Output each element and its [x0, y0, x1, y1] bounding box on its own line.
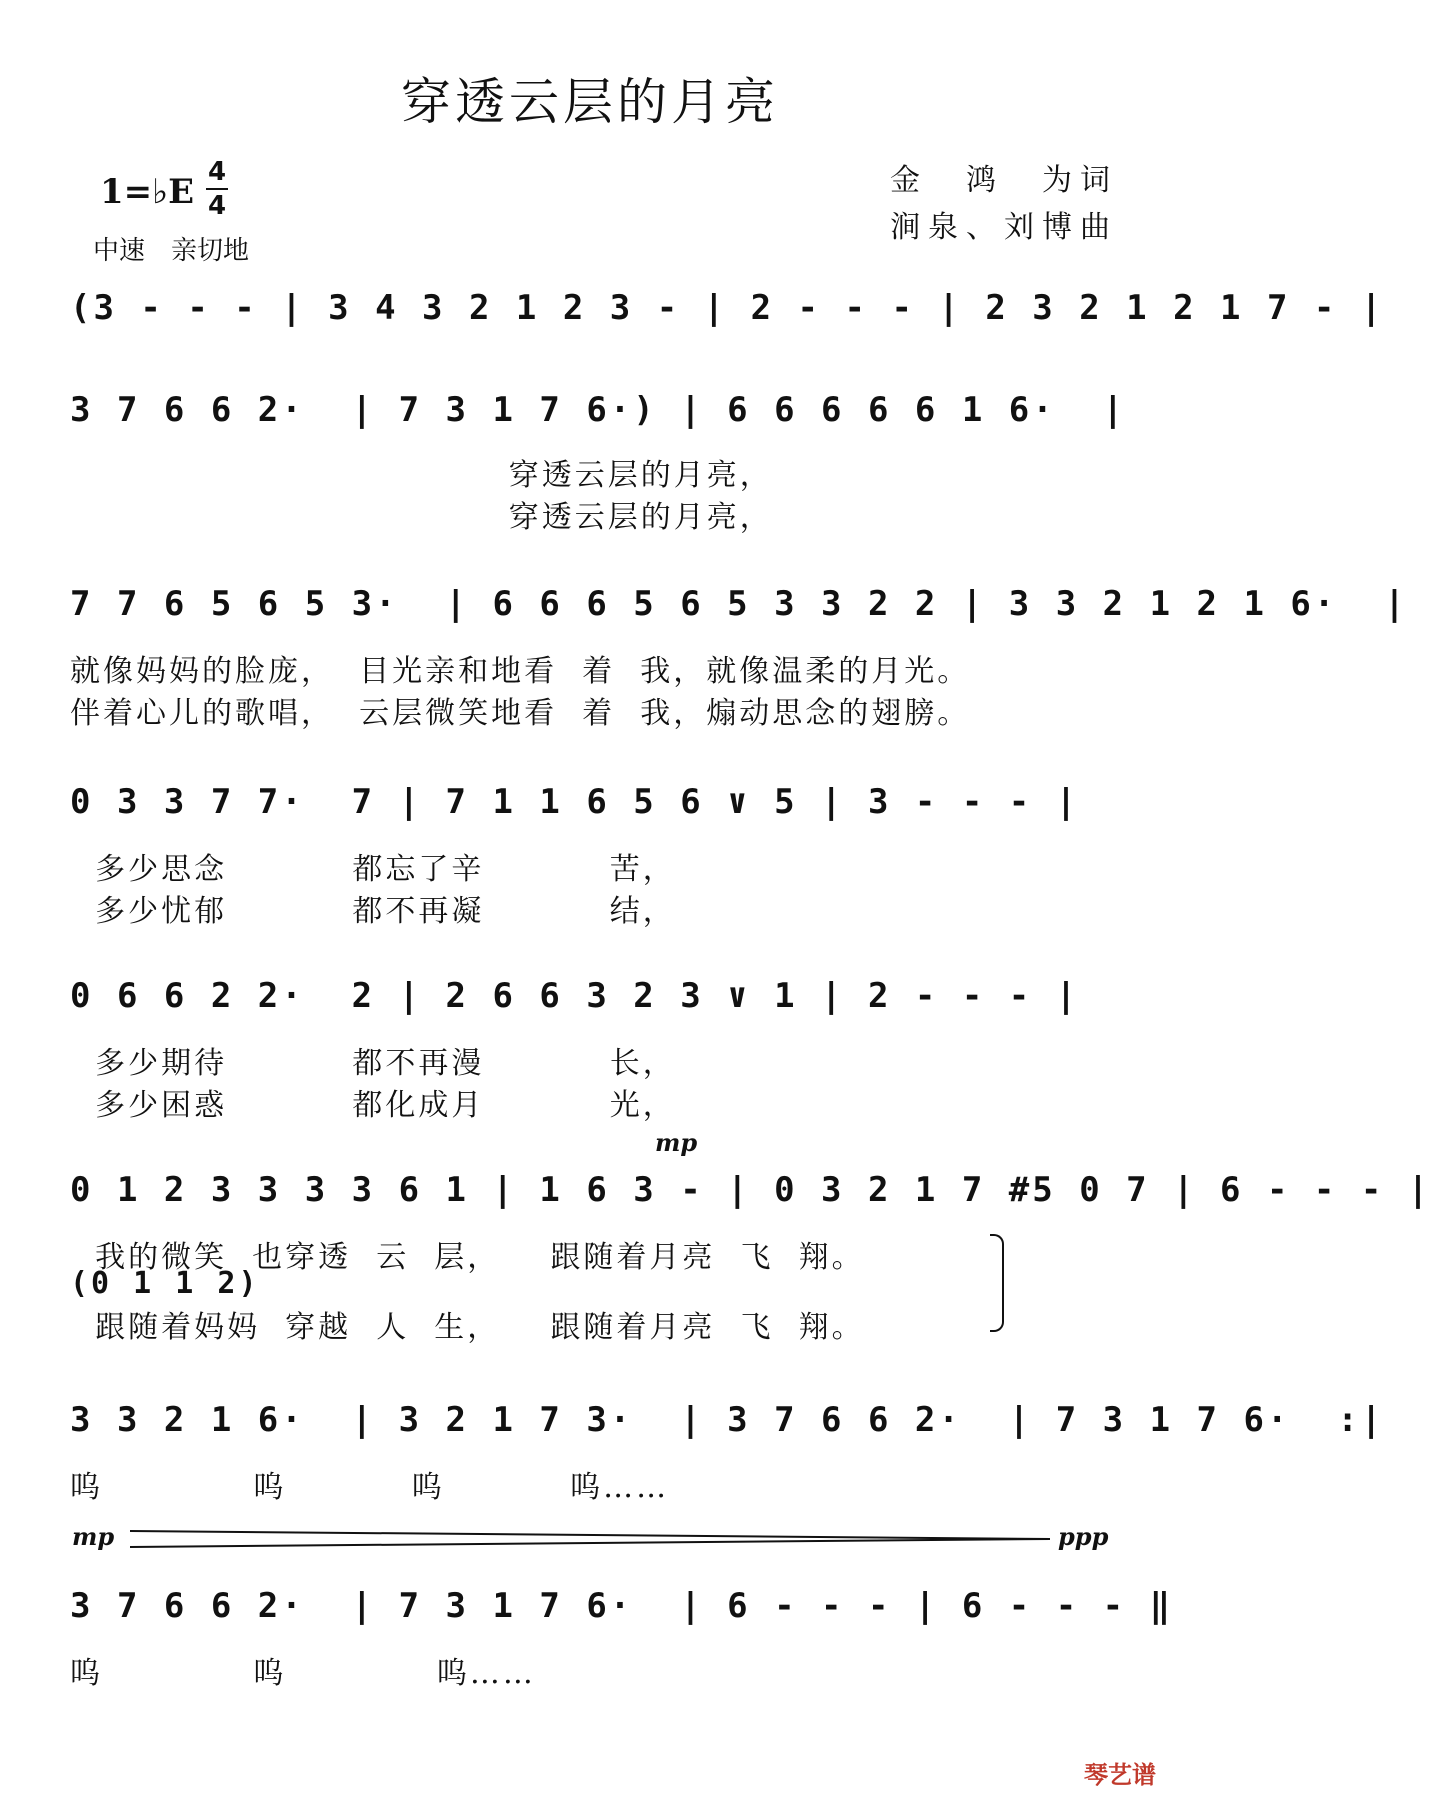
- lyric-line-7: 呜 呜 呜 呜……: [70, 1470, 670, 1505]
- lyric-intro-notes: (0 1 1 2): [70, 1266, 260, 1301]
- lyricist-credit: 金 鸿 为词: [890, 163, 1118, 198]
- notation-line-1: (3 - - - | 3 4 3 2 1 2 3 - | 2 - - - | 2 3 2 1 2 1 7 - |: [70, 288, 1385, 328]
- lyric-line-8: 呜 呜 呜……: [70, 1656, 536, 1691]
- lyric-brace: [990, 1234, 1004, 1332]
- lyric-line-2a: 穿透云层的月亮，: [70, 458, 773, 493]
- lyric-line-6b: 跟随着妈妈 穿越 人 生， 跟随着月亮 飞 翔。: [70, 1310, 865, 1345]
- lyric-line-5b: 多少困惑 都化成月 光，: [70, 1088, 676, 1123]
- notation-line-5: 0 6 6 2 2· 2 | 2 6 6 3 2 3 ∨ 1 | 2 - - - |: [70, 976, 1080, 1016]
- lyric-line-2b: 穿透云层的月亮，: [70, 500, 773, 535]
- tempo-marking: 中速 亲切地: [93, 236, 250, 266]
- time-signature: [203, 156, 231, 222]
- lyric-line-6a: 我的微笑 也穿透 云 层， 跟随着月亮 飞 翔。: [70, 1240, 865, 1275]
- notation-line-4: 0 3 3 7 7· 7 | 7 1 1 6 5 6 ∨ 5 | 3 - - - |: [70, 782, 1080, 822]
- lyric-line-4a: 多少思念 都忘了辛 苦，: [70, 852, 676, 887]
- lyric-line-3b: 伴着心儿的歌唱， 云层微笑地看 着 我，煽动思念的翅膀。: [70, 696, 971, 731]
- dynamic-mp: mp: [655, 1128, 698, 1157]
- dynamic-ppp: ppp: [1058, 1522, 1109, 1551]
- site-watermark: 琴艺谱: [1084, 1761, 1156, 1789]
- notation-line-6: 0 1 2 3 3 3 3 6 1 | 1 6 3 - | 0 3 2 1 7 #5 0 7 | 6 - - - |: [70, 1170, 1431, 1210]
- lyric-line-3a: 就像妈妈的脸庞， 目光亲和地看 着 我，就像温柔的月光。: [70, 654, 971, 689]
- lyric-line-4b: 多少忧郁 都不再凝 结，: [70, 894, 676, 929]
- dynamic-mp-2: mp: [72, 1522, 115, 1551]
- composer-credit: 涧泉、刘博曲: [890, 210, 1118, 245]
- lyric-line-5a: 多少期待 都不再漫 长，: [70, 1046, 676, 1081]
- page-title: 穿透云层的月亮: [401, 73, 779, 131]
- notation-line-8: 3 7 6 6 2· | 7 3 1 7 6· | 6 - - - | 6 - - - ‖: [70, 1586, 1174, 1626]
- decrescendo-hairpin: [130, 1530, 1050, 1548]
- meter-top: 4: [207, 157, 227, 187]
- meter-bottom: 4: [207, 191, 227, 221]
- notation-line-2: 3 7 6 6 2· | 7 3 1 7 6·) | 6 6 6 6 6 1 6· |: [70, 390, 1127, 430]
- notation-line-7: 3 3 2 1 6· | 3 2 1 7 3· | 3 7 6 6 2· | 7 3 1 7 6· :|: [70, 1400, 1385, 1440]
- key-signature: 1=♭E: [100, 172, 195, 212]
- notation-line-3: 7 7 6 5 6 5 3· | 6 6 6 5 6 5 3 3 2 2 | 3 3 2 1 2 1 6· |: [70, 584, 1408, 624]
